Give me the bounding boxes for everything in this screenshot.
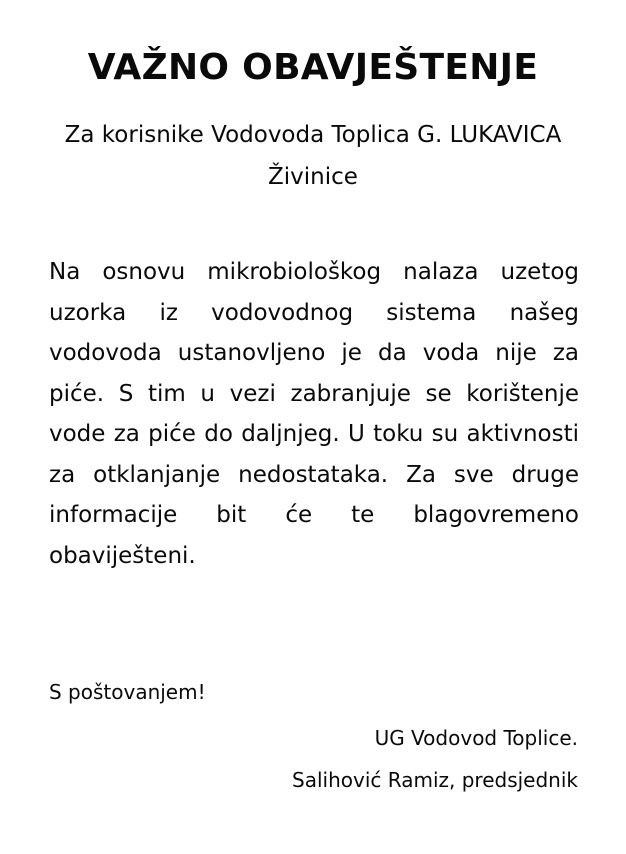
closing-greeting: S poštovanjem! [49,680,206,704]
notice-subtitle: Za korisnike Vodovoda Toplica G. LUKAVICA Živinice [64,122,562,190]
organization-name: UG Vodovod Toplice. [374,726,578,750]
notice-title: VAŽNO OBAVJEŠTENJE [87,47,539,88]
notice-body: Na osnovu mikrobiološkog nalaza uzetog uzorka iz vodovodnog sistema našeg vodovoda ustanovljeno je da voda nije za piće. S tim u vezi zabranjuje se korištenje vode za piće do daljnjeg. U toku su aktivnosti za otklanjanje nedostataka. Za sve druge informacije bit će te blagovremeno obaviješteni. [49,259,579,569]
signer-name: Salihović Ramiz, predsjednik [292,768,578,792]
